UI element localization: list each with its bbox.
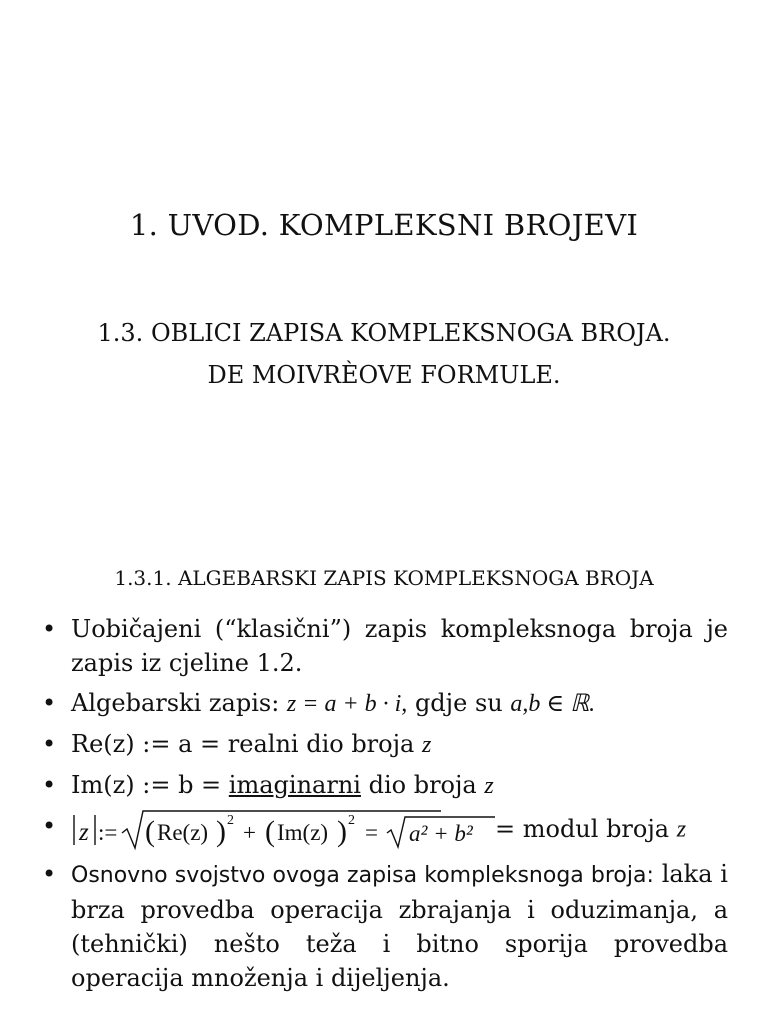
- variable-z: z: [484, 773, 494, 799]
- bullet-item-imaginary-part: [40, 768, 728, 803]
- chapter-title: 1. UVOD. KOMPLEKSNI BROJEVI: [129, 208, 639, 242]
- bullet-item-classic: [40, 612, 728, 680]
- equals-sign: =: [365, 820, 378, 845]
- bullet-text: = modul broja: [495, 814, 677, 843]
- bullet-list: [40, 612, 728, 1001]
- section-title-line-2: DE MOIVRÈOVE FORMULE.: [207, 361, 561, 389]
- bullet-dot: •: [42, 812, 57, 840]
- imaginary-part-formula: Im(z) := b =: [71, 771, 229, 799]
- bullet-item-algebraic: [40, 686, 728, 721]
- real-set-formula: a,b ∈ ℝ.: [510, 691, 596, 717]
- z-symbol: z: [79, 819, 89, 846]
- bullet-item-main-property: [40, 857, 728, 995]
- bullet-item-modulus: [40, 809, 728, 851]
- section-title-line-1: 1.3. OBLICI ZAPISA KOMPLEKSNOGA BROJA.: [97, 319, 671, 347]
- bullet-dot: •: [42, 615, 57, 643]
- real-part-formula: Re(z) := a =: [71, 730, 228, 758]
- definition-symbol: :=: [98, 820, 118, 845]
- imaginary-word: imaginarni: [228, 771, 361, 799]
- modulus-formula: [71, 809, 501, 851]
- bullet-text: gdje su: [407, 689, 511, 717]
- subsection-title: 1.3.1. ALGEBARSKI ZAPIS KOMPLEKSNOGA BROJA: [114, 566, 654, 590]
- bullet-dot: •: [42, 689, 57, 717]
- bullet-item-real-part: [40, 727, 728, 762]
- exponent-2: 2: [227, 813, 234, 828]
- bullet-text: laka i brza provedba operacija zbrajanja i oduzimanja, a (tehnički) nešto teža i bitno sporija provedba operacija množenja i dijeljenja.: [71, 860, 728, 992]
- paren-left: (: [265, 815, 275, 848]
- re-z: Re(z): [157, 820, 209, 845]
- bullet-dot: •: [42, 730, 57, 758]
- paren-right: ): [216, 815, 226, 848]
- algebraic-formula: z = a + b · i,: [286, 691, 408, 717]
- modulus-formula-svg: [71, 809, 501, 851]
- exponent-2: 2: [348, 813, 355, 828]
- bullet-text: Uobičajeni (“klasični”) zapis kompleksnoga broja je zapis iz cjeline 1.2.: [71, 615, 728, 677]
- bullet-dot: •: [42, 771, 57, 799]
- bullet-text: dio broja: [360, 771, 485, 799]
- paren-right: ): [337, 815, 347, 848]
- a-squared-plus-b-squared: a² + b²: [409, 821, 473, 846]
- bullet-label: Algebarski zapis:: [71, 689, 287, 717]
- im-z: Im(z): [277, 820, 329, 845]
- main-property-label: Osnovno svojstvo ovoga zapisa kompleksnoga broja:: [71, 863, 654, 888]
- variable-z: z: [676, 816, 687, 843]
- variable-z: z: [421, 732, 432, 758]
- bullet-text: realni dio broja: [227, 730, 422, 758]
- section-title: [0, 312, 768, 396]
- bullet-dot: •: [42, 860, 57, 888]
- paren-left: (: [145, 815, 155, 848]
- plus-sign: +: [243, 820, 256, 845]
